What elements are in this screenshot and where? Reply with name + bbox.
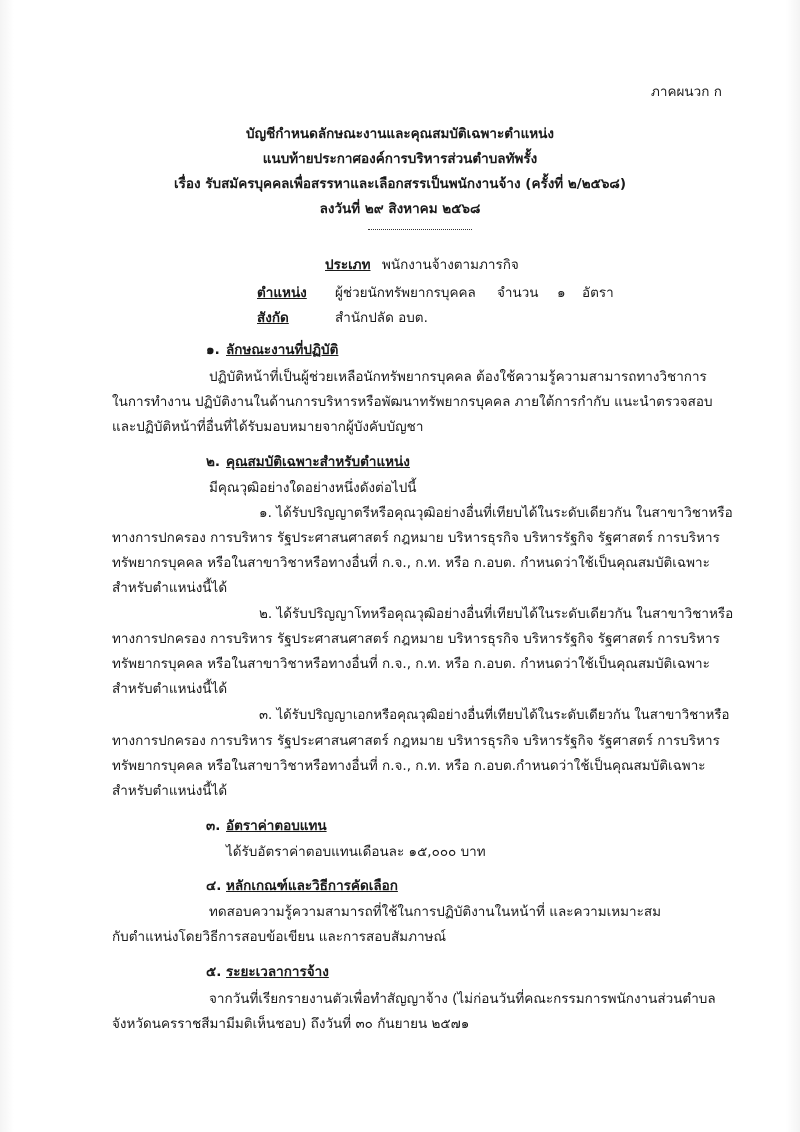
position-label: ตำแหน่ง bbox=[257, 285, 307, 301]
section-5-line-2: จังหวัดนครราชสีมามีมติเห็นชอบ) ถึงวันที่ ๓๐ กันยายน ๒๕๗๑ bbox=[112, 1016, 470, 1032]
count-label: จำนวน bbox=[497, 285, 539, 301]
section-2-item-1-line-3: ทรัพยากรบุคคล หรือในสาขาวิชาหรือทางอื่นที่ ก.จ., ก.ท. หรือ ก.อบต. กำหนดว่าใช้เป็นคุณสมบัติเฉพาะ bbox=[112, 555, 710, 571]
section-2-item-3-line-4: สำหรับตำแหน่งนี้ได้ bbox=[112, 783, 228, 799]
type-value: พนักงานจ้างตามภารกิจ bbox=[382, 257, 519, 273]
heading-line-3: เรื่อง รับสมัครบุคคลเพื่อสรรหาและเลือกสรรเป็นพนักงานจ้าง (ครั้งที่ ๒/๒๕๖๘) bbox=[173, 176, 627, 192]
section-5-line-1: จากวันที่เรียกรายงานตัวเพื่อทำสัญญาจ้าง (ไม่ก่อนวันที่คณะกรรมการพนักงานส่วนตำบล bbox=[209, 991, 716, 1007]
section-1-line-1: ปฏิบัติหน้าที่เป็นผู้ช่วยเหลือนักทรัพยากรบุคคล ต้องใช้ความรู้ความสามารถทางวิชาการ bbox=[209, 369, 707, 385]
section-1-line-3: และปฏิบัติหน้าที่อื่นที่ได้รับมอบหมายจากผู้บังคับบัญชา bbox=[112, 419, 424, 435]
heading-line-2: แนบท้ายประกาศองค์การบริหารส่วนตำบลทัพรั้ง bbox=[262, 151, 538, 167]
section-3-number: ๓. bbox=[206, 818, 221, 834]
heading-separator bbox=[368, 229, 472, 230]
section-5-number: ๕. bbox=[206, 964, 222, 980]
position-value: ผู้ช่วยนักทรัพยากรบุคคล bbox=[335, 285, 476, 301]
section-1-line-2: ในการทำงาน ปฏิบัติงานในด้านการบริหารหรือพัฒนาทรัพยากรบุคคล ภายใต้การกำกับ แนะนำตรวจสอบ bbox=[112, 394, 713, 410]
section-4-line-2: กับตำแหน่งโดยวิธีการสอบข้อเขียน และการสอบสัมภาษณ์ bbox=[112, 929, 446, 945]
section-2-item-1-line-4: สำหรับตำแหน่งนี้ได้ bbox=[112, 580, 228, 596]
heading-line-4: ลงวันที่ ๒๙ สิงหาคม ๒๕๖๘ bbox=[319, 201, 481, 217]
section-2-item-2-line-4: สำหรับตำแหน่งนี้ได้ bbox=[112, 681, 228, 697]
section-4-title: หลักเกณฑ์และวิธีการคัดเลือก bbox=[226, 878, 398, 894]
section-2-title: คุณสมบัติเฉพาะสำหรับตำแหน่ง bbox=[226, 454, 410, 470]
section-2-item-1-line-1: ๑. ได้รับปริญญาตรีหรือคุณวุฒิอย่างอื่นที่เทียบได้ในระดับเดียวกัน ในสาขาวิชาหรือ bbox=[259, 505, 733, 521]
section-3-title: อัตราค่าตอบแทน bbox=[226, 818, 327, 834]
section-1-number: ๑. bbox=[206, 342, 220, 358]
department-label: สังกัด bbox=[257, 310, 289, 326]
section-2-number: ๒. bbox=[206, 454, 221, 470]
section-2-intro: มีคุณวุฒิอย่างใดอย่างหนึ่งดังต่อไปนี้ bbox=[209, 480, 417, 496]
section-2-item-2-line-3: ทรัพยากรบุคคล หรือในสาขาวิชาหรือทางอื่นที่ ก.จ., ก.ท. หรือ ก.อบต. กำหนดว่าใช้เป็นคุณสมบัติเฉพาะ bbox=[112, 656, 710, 672]
section-3-line: ได้รับอัตราค่าตอบแทนเดือนละ ๑๕,๐๐๐ บาท bbox=[226, 844, 486, 860]
count-unit: อัตรา bbox=[582, 285, 614, 301]
section-1-title: ลักษณะงานที่ปฏิบัติ bbox=[226, 342, 339, 358]
section-2-item-3-line-3: ทรัพยากรบุคคล หรือในสาขาวิชาหรือทางอื่นที่ ก.จ., ก.ท. หรือ ก.อบต.กำหนดว่าใช้เป็นคุณสมบัติเฉพาะ bbox=[112, 758, 706, 774]
section-2-item-1-line-2: ทางการปกครอง การบริหาร รัฐประศาสนศาสตร์ กฎหมาย บริหารธุรกิจ บริหารรัฐกิจ รัฐศาสตร์ การบริหาร bbox=[112, 530, 720, 546]
section-5-title: ระยะเวลาการจ้าง bbox=[226, 964, 329, 980]
section-4-line-1: ทดสอบความรู้ความสามารถที่ใช้ในการปฏิบัติงานในหน้าที่ และความเหมาะสม bbox=[209, 904, 662, 920]
appendix-label: ภาคผนวก ก bbox=[651, 84, 722, 100]
count-value: ๑ bbox=[557, 285, 566, 301]
type-label: ประเภท bbox=[325, 257, 371, 273]
heading-line-1: บัญชีกำหนดลักษณะงานและคุณสมบัติเฉพาะตำแหน่ง bbox=[246, 126, 554, 142]
section-2-item-2-line-2: ทางการปกครอง การบริหาร รัฐประศาสนศาสตร์ กฎหมาย บริหารธุรกิจ บริหารรัฐกิจ รัฐศาสตร์ การบริหาร bbox=[112, 631, 720, 647]
section-2-item-2-line-1: ๒. ได้รับปริญญาโทหรือคุณวุฒิอย่างอื่นที่เทียบได้ในระดับเดียวกัน ในสาขาวิชาหรือ bbox=[259, 606, 734, 622]
department-value: สำนักปลัด อบต. bbox=[335, 310, 428, 326]
section-2-item-3-line-2: ทางการปกครอง การบริหาร รัฐประศาสนศาสตร์ กฎหมาย บริหารธุรกิจ บริหารรัฐกิจ รัฐศาสตร์ การบริหาร bbox=[112, 733, 720, 749]
section-2-item-3-line-1: ๓. ได้รับปริญญาเอกหรือคุณวุฒิอย่างอื่นที่เทียบได้ในระดับเดียวกัน ในสาขาวิชาหรือ bbox=[259, 708, 730, 723]
section-4-number: ๔. bbox=[206, 878, 222, 894]
